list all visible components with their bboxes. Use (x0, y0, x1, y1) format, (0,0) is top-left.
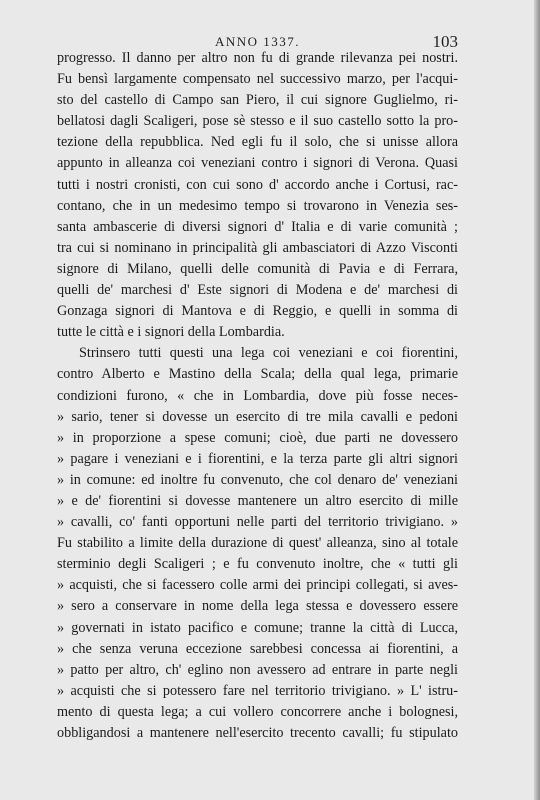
text-line: » sero a conservare in nome della lega stessa e dovessero essere (57, 598, 458, 615)
text-line: quelli de' marchesi d' Este signori di Modena e de' marchesi di (57, 282, 458, 299)
text-line: » sario, tener si dovesse un esercito di tre mila cavalli e pedoni (57, 408, 458, 425)
text-line: sterminio degli Scaligeri ; e fu convenuto inoltre, che « tutti gli (57, 556, 458, 573)
text-line: obbligandosi a mantenere nell'esercito trecento cavalli; fu stipulato (57, 725, 458, 741)
text-line: Strinsero tutti questi una lega coi veneziani e coi fiorentini, (79, 345, 458, 362)
text-line: santa ambascerie di diversi signori d' Italia e di varie comunità ; (57, 218, 458, 235)
page-number: 103 (432, 32, 458, 51)
text-line: » e de' fiorentini si dovesse mantenere un altro esercito di mille (57, 492, 458, 509)
text-line: » acquisti, che si facessero colle armi dei principi collegati, si aves- (57, 577, 458, 594)
text-line: » acquisti che si potessero fare nel territorio trivigiano. » L' istru- (57, 682, 458, 699)
text-line: sto del castello di Campo san Piero, il cui signore Guglielmo, ri- (57, 92, 458, 109)
text-line: » in comune: ed inoltre fu convenuto, che col denaro de' veneziani (57, 471, 458, 488)
text-line: Gonzaga signori di Mantova e di Reggio, e quelli in somma di (57, 303, 458, 320)
text-line: » in proporzione a spese comuni; cioè, due parti ne dovessero (57, 429, 458, 446)
text-line: Fu bensì largamente compensato nel successivo marzo, per l'acqui- (57, 71, 458, 88)
paragraph (57, 343, 458, 744)
text-line: » patto per altro, ch' eglino non avessero ad entrare in parte negli (57, 661, 458, 678)
running-title: ANNO 1337. (214, 34, 301, 49)
text-line: mento di questa lega; a cui vollero concorrere anche i bolognesi, (57, 703, 458, 720)
text-line: contano, che in un medesimo tempo si trovarono in Venezia ses- (57, 197, 458, 214)
text-line: contro Alberto e Mastino della Scala; della qual lega, primarie (57, 366, 458, 383)
text-line: tra cui si nominano in principalità gli ambasciatori di Azzo Visconti (57, 239, 458, 256)
text-line: appunto in alleanza coi veneziani contro i signori di Verona. Quasi (57, 155, 458, 172)
paragraph (57, 48, 458, 343)
text-line: tezione della repubblica. Ned egli fu il solo, che si unisse allora (57, 134, 458, 151)
text-line: progresso. Il danno per altro non fu di grande rilevanza pei nostri. (57, 50, 458, 66)
text-line: tutti i nostri cronisti, con cui sono d' accordo anche i Cortusi, rac- (57, 176, 458, 193)
text-line: » cavalli, co' fanti opportuni nelle parti del territorio trivigiano. » (57, 514, 458, 531)
text-line: » governati in istato pacifico e comune; tranne la città di Lucca, (57, 619, 458, 636)
text-line: signore di Milano, quelli delle comunità di Pavia e di Ferrara, (57, 260, 458, 277)
text-line: » pagare i veneziani e i fiorentini, e la terza parte gli altri signori (57, 450, 458, 467)
text-line: tutte le città e i signori della Lombardia. (57, 324, 285, 341)
text-line: bellatosi dagli Scaligeri, pose sè stesso e il suo castello sotto la pro- (57, 113, 458, 130)
text-line: Fu stabilito a limite della durazione di quest' alleanza, sino al totale (57, 535, 458, 552)
body-text (57, 48, 458, 744)
text-line: » che senza veruna eccezione sarebbesi concessa ai fiorentini, a (57, 640, 458, 657)
text-line: condizioni furono, « che in Lombardia, dove più fosse neces- (57, 387, 458, 404)
page-edge-shadow (534, 0, 540, 800)
